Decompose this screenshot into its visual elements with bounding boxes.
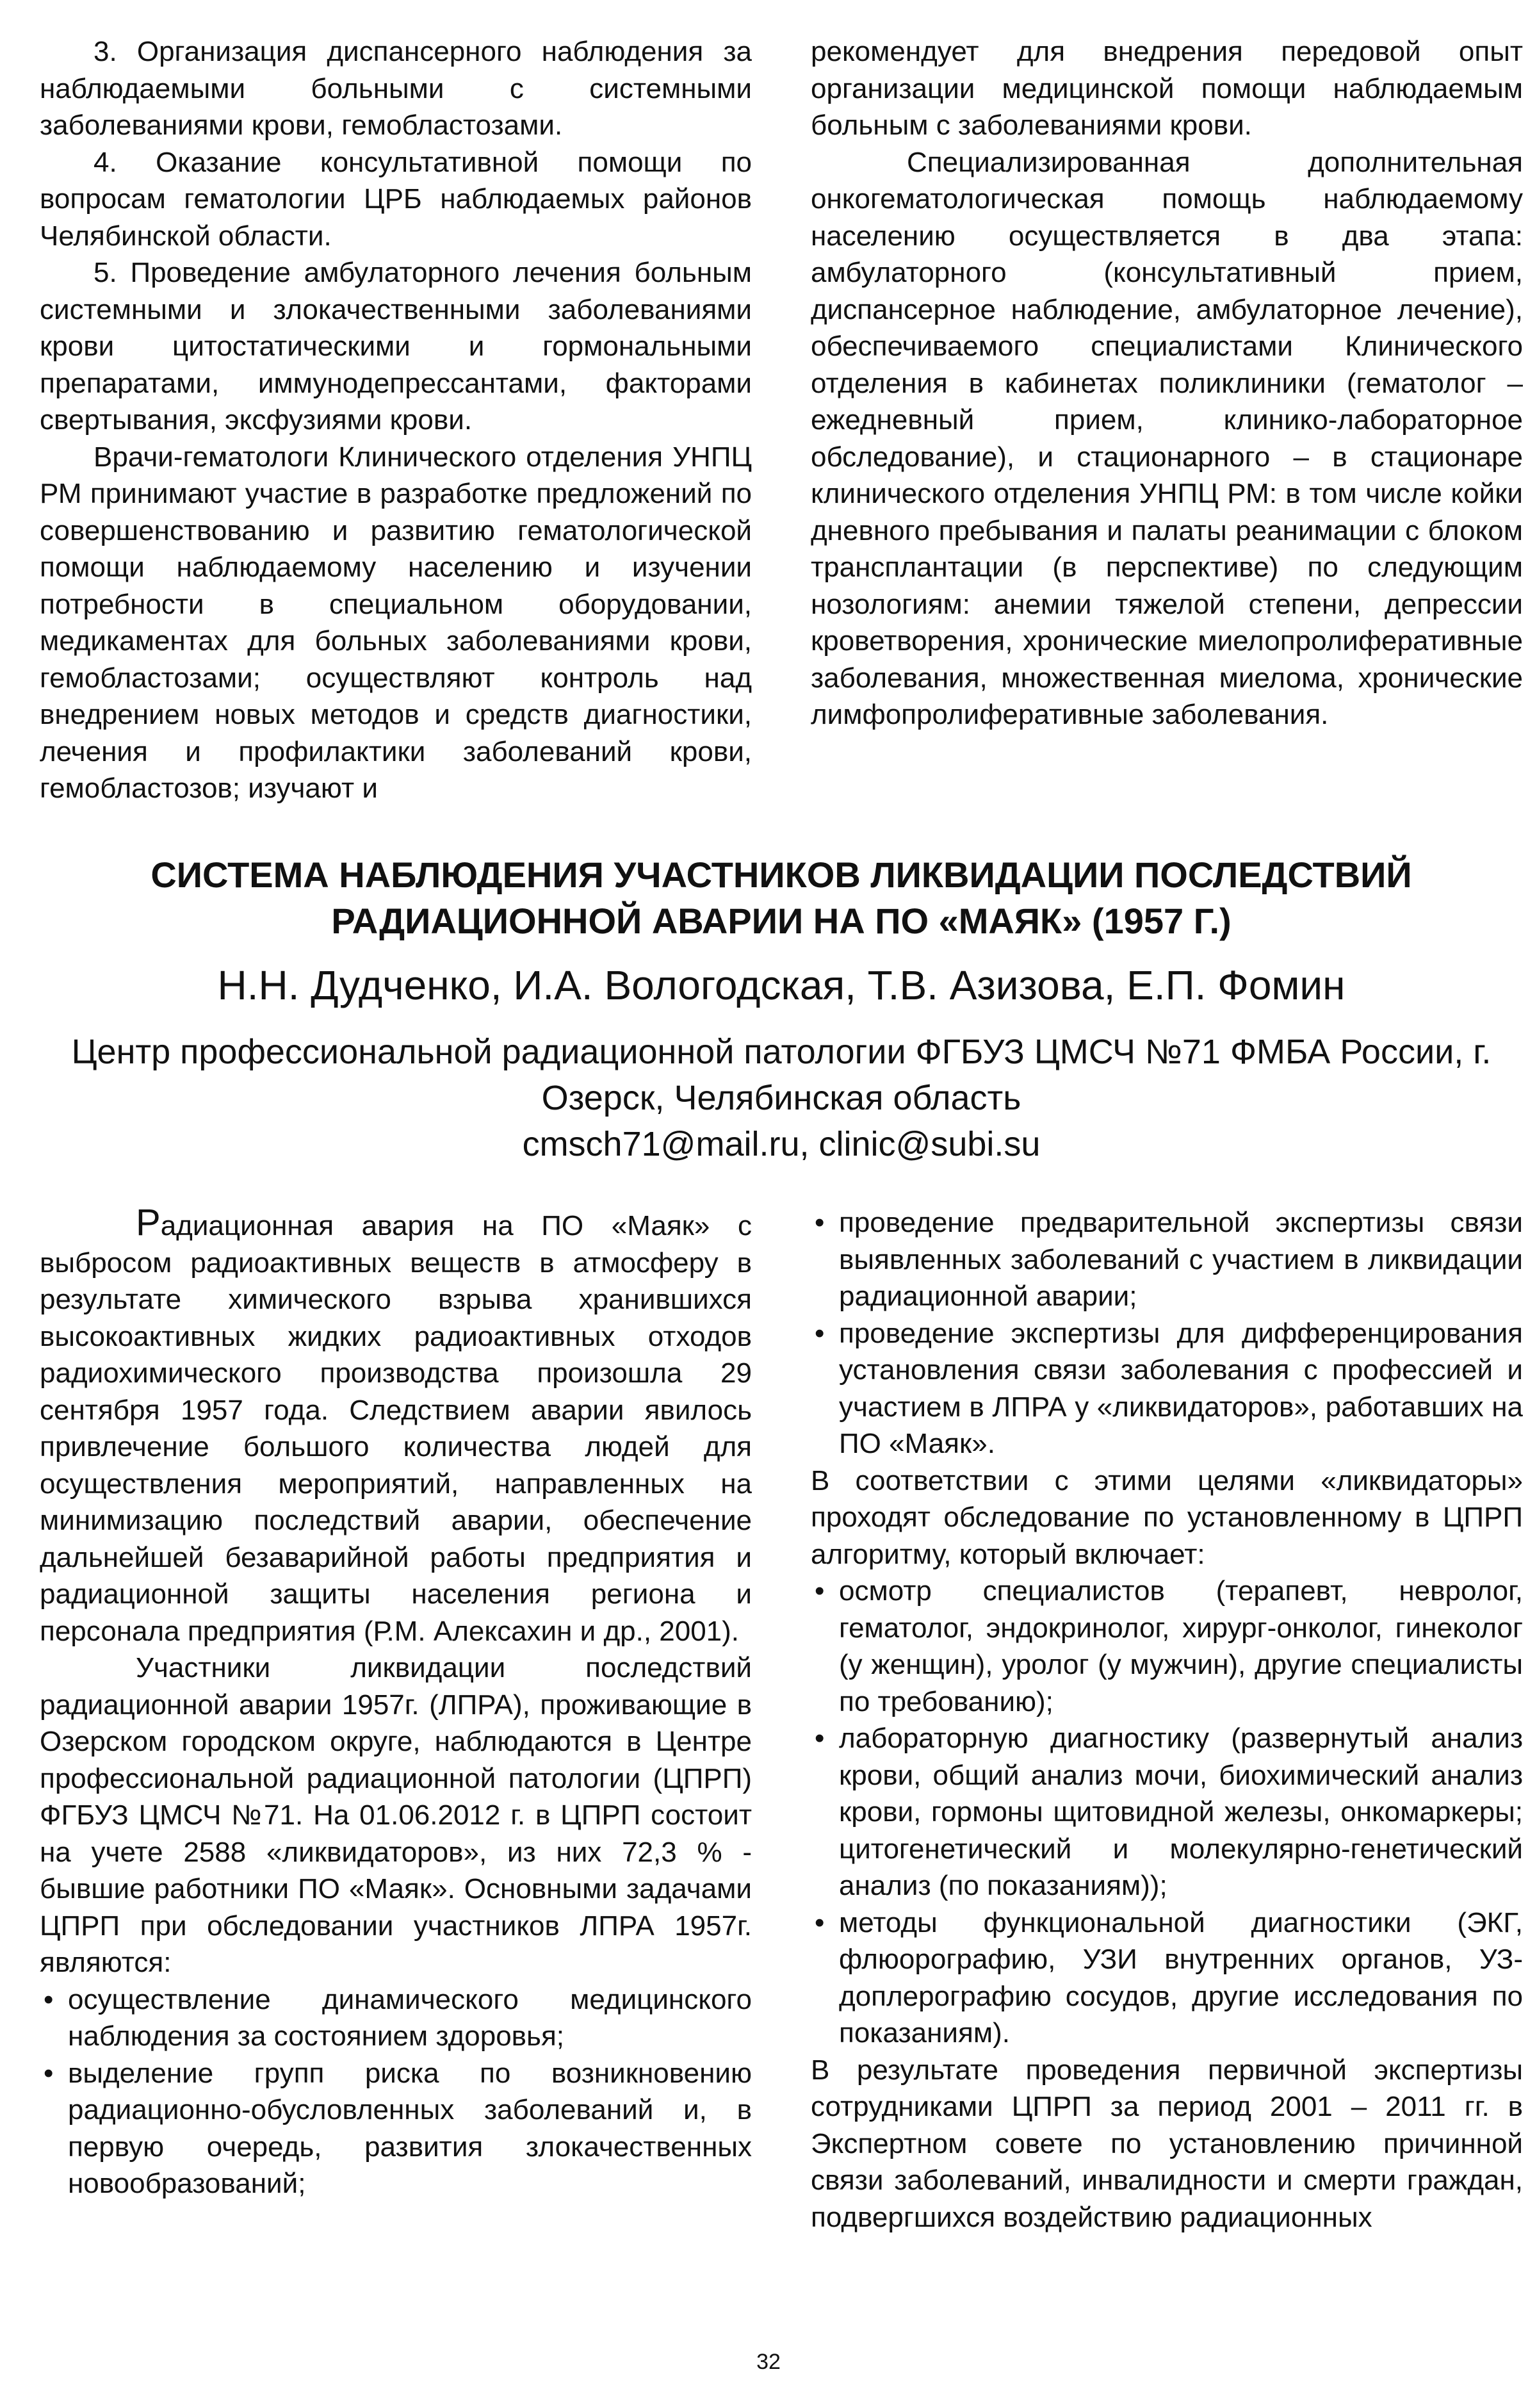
page-number: 32 — [756, 2350, 781, 2374]
affiliation: Центр профессиональной радиационной патологии ФГБУЗ ЦМСЧ №71 ФМБА России, г. Озерск, Челябинская область — [71, 1033, 1492, 1117]
body-right-column — [811, 1204, 1523, 2236]
article-body-columns — [40, 1204, 1523, 2236]
list-item: • лабораторную диагностику (развернутый анализ крови, общий анализ мочи, биохимический анализ крови, гормоны щитовидной железы, онкомаркеры; цитогенетический и молекулярно-генетический анализ (по показаниям)); — [811, 1720, 1523, 1904]
list-item: • проведение предварительной экспертизы связи выявленных заболеваний с участием в ликвидации радиационной аварии; — [811, 1204, 1523, 1315]
title-line-1: СИСТЕМА НАБЛЮДЕНИЯ УЧАСТНИКОВ ЛИКВИДАЦИИ ПОСЛЕДСТВИЙ — [150, 855, 1412, 895]
list-item: • осуществление динамического медицинского наблюдения за состоянием здоровья; — [40, 1981, 752, 2055]
paragraph: 5. Проведение амбулаторного лечения больным системными и злокачественными заболеваниями крови цитостатическими и гормональными препаратами, иммунодепрессантами, факторами свертывания, эксфузиями крови. — [40, 257, 752, 436]
previous-article-columns — [40, 33, 1523, 807]
body-left-column — [40, 1204, 752, 2236]
article-header — [40, 852, 1523, 1167]
paragraph: 4. Оказание консультативной помощи по вопросам гематологии ЦРБ наблюдаемых районов Челябинской области. — [40, 146, 752, 252]
drop-cap: Р — [136, 1202, 161, 1243]
paragraph: Специализированная дополнительная онкогематологическая помощь наблюдаемому населению осуществляется в два этапа: амбулаторного (консультативный прием, диспансерное наблюдение, амбулаторное лечение), обеспечиваемого специалистами Клинического отделения в кабинетах поликлиники (гематолог – ежедневный прием, клинико-лабораторное обследование), и стационарного – в стационаре клинического отделения УНПЦ РМ: в том числе койки дневного пребывания и палаты реанимации с блоком трансплантации (в перспективе) по следующим нозологиям: анемии тяжелой степени, депрессии кроветворения, хронические миелопролиферативные заболевания, множественная миелома, хронические лимфопролиферативные заболевания. — [811, 146, 1523, 730]
intro-paragraph — [40, 1204, 752, 1650]
list-item: • методы функциональной диагностики (ЭКГ, флюорографию, УЗИ внутренних органов, УЗ-доплерографию сосудов, другие исследования по показаниям). — [811, 1904, 1523, 2052]
paragraph: Участники ликвидации последствий радиационной аварии 1957г. (ЛПРА), проживающие в Озерском городском округе, наблюдаются в Центре профессиональной радиационной патологии (ЦПРП) ФГБУЗ ЦМСЧ №71. На 01.06.2012 г. в ЦПРП состоит на учете 2588 «ликвидаторов», из них 72,3 % - бывшие работники ПО «Маяк». Основными задачами ЦПРП при обследовании участников ЛПРА 1957г. являются: — [40, 1652, 752, 1978]
paragraph: 3. Организация диспансерного наблюдения за наблюдаемыми больными с системными заболеваниями крови, гемобластозами. — [40, 36, 752, 141]
list-item: • выделение групп риска по возникновению радиационно-обусловленных заболеваний и, в первую очередь, развития злокачественных новообразований; — [40, 2055, 752, 2202]
paragraph-text: адиационная авария на ПО «Маяк» с выбросом радиоактивных веществ в атмосферу в результате химического взрыва хранившихся высокоактивных жидких радиоактивных отходов радиохимического производства произошла 29 сентября 1957 года. Следствием аварии явилось привлечение большого количества людей для осуществления мероприятий, направленных на минимизацию последствий аварии, обеспечение дальнейшей безаварийной работы предприятия и радиационной защиты населения региона и персонала предприятия (Р.М. Алексахин и др., 2001). — [40, 1210, 752, 1647]
top-left-column — [40, 33, 752, 807]
title-line-2: РАДИАЦИОННОЙ АВАРИИ НА ПО «МАЯК» (1957 Г.) — [331, 901, 1232, 941]
examination-list — [811, 1573, 1523, 2052]
article-title — [40, 852, 1523, 944]
paragraph: рекомендует для внедрения передовой опыт организации медицинской помощи наблюдаемым больным с заболеваниями крови. — [811, 36, 1523, 141]
list-item: • осмотр специалистов (терапевт, невролог, гематолог, эндокринолог, хирург-онколог, гинеколог (у женщин), уролог (у мужчин), другие специалисты по требованию); — [811, 1573, 1523, 1720]
paragraph: Врачи-гематологи Клинического отделения УНПЦ РМ принимают участие в разработке предложений по совершенствованию и развитию гематологической помощи наблюдаемому населению и изучении потребности в специальном оборудовании, медикаментах для больных заболеваниями крови, гемобластозами; осуществляют контроль над внедрением новых методов и средств диагностики, лечения и профилактики заболеваний крови, гемобластозов; изучают и — [40, 441, 752, 804]
task-list-continued — [811, 1204, 1523, 1462]
task-list — [40, 1981, 752, 2202]
contact-emails: cmsch71@mail.ru, clinic@subi.su — [522, 1125, 1041, 1163]
paragraph: В соответствии с этими целями «ликвидаторы» проходят обследование по установленному в ЦПРП алгоритму, который включает: — [811, 1464, 1523, 1570]
authors: Н.Н. Дудченко, И.А. Вологодская, Т.В. Азизова, Е.П. Фомин — [217, 962, 1346, 1008]
top-right-column — [811, 33, 1523, 807]
paragraph: В результате проведения первичной экспертизы сотрудниками ЦПРП за период 2001 – 2011 гг. в Экспертном совете по установлению причинной связи заболеваний, инвалидности и смерти граждан, подвергшихся воздействию радиационных — [811, 2054, 1523, 2233]
list-item: • проведение экспертизы для дифференцирования установления связи заболевания с профессией и участием в ЛПРА у «ликвидаторов», работавших на ПО «Маяк». — [811, 1315, 1523, 1462]
